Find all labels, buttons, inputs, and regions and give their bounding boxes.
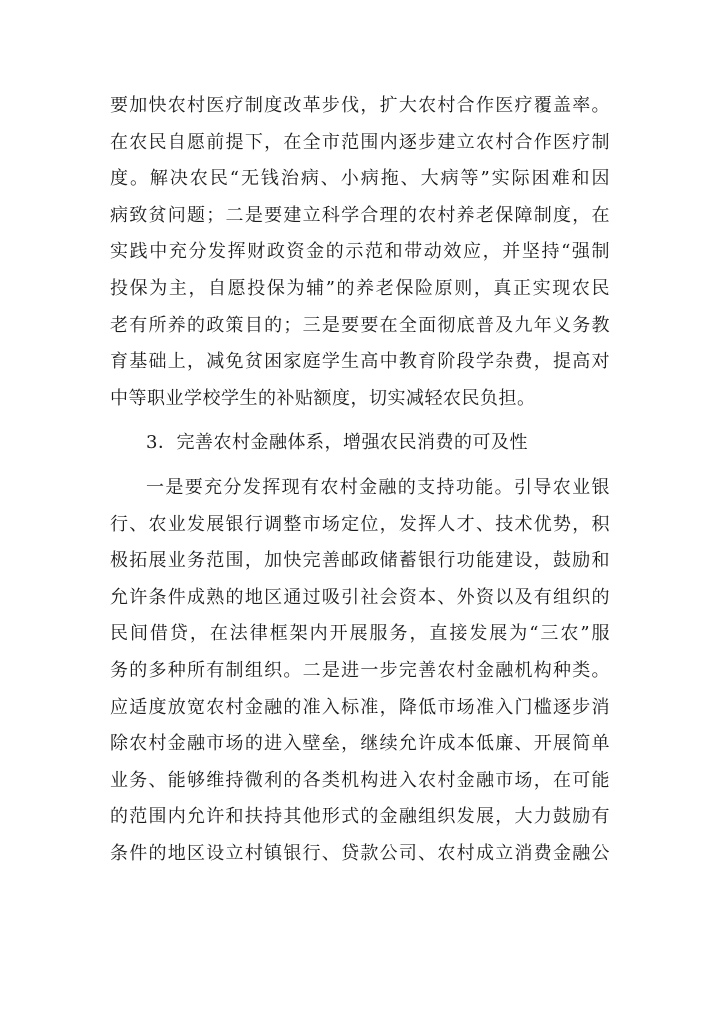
text-line: 极拓展业务范围，加快完善邮政储蓄银行功能建设，鼓励和 [110, 550, 610, 572]
text-line: 实践中充分发挥财政资金的示范和带动效应，并坚持“强制 [110, 241, 610, 263]
text-line: 条件的地区设立村镇银行、贷款公司、农村成立消费金融公 [110, 842, 610, 864]
text-line: 老有所养的政策目的；三是要要在全面彻底普及九年义务教 [110, 314, 610, 336]
text-line: 度。解决农民“无钱治病、小病拖、大病等”实际困难和因 [110, 168, 610, 190]
text-line: 育基础上，减免贫困家庭学生高中教育阶段学杂费，提高对 [110, 351, 610, 373]
text-line: 除农村金融市场的进入壁垒，继续允许成本低廉、开展简单 [110, 733, 610, 755]
text-line: 中等职业学校学生的补贴额度，切实减轻农民负担。 [110, 387, 536, 409]
section-heading: 3．完善农村金融体系，增强农民消费的可及性 [146, 432, 528, 454]
text-line: 务的多种所有制组织。二是进一步完善农村金融机构种类。 [110, 659, 610, 681]
paragraph-2 [110, 470, 610, 873]
paragraph-1 [110, 88, 610, 417]
text-line: 的范围内允许和扶持其他形式的金融组织发展，大力鼓励有 [110, 806, 610, 828]
text-line: 民间借贷，在法律框架内开展服务，直接发展为“三农”服 [110, 623, 610, 645]
text-line: 投保为主，自愿投保为辅”的养老保险原则，真正实现农民 [110, 277, 610, 299]
text-line: 在农民自愿前提下，在全市范围内逐步建立农村合作医疗制 [110, 131, 610, 153]
document-body [110, 88, 610, 872]
text-line: 行、农业发展银行调整市场定位，发挥人才、技术优势，积 [110, 513, 610, 535]
text-line: 要加快农村医疗制度改革步伐，扩大农村合作医疗覆盖率。 [110, 95, 610, 116]
text-line: 业务、能够维持微利的各类机构进入农村金融市场，在可能 [110, 769, 610, 791]
text-line: 病致贫问题；二是要建立科学合理的农村养老保障制度，在 [110, 204, 610, 226]
text-line: 应适度放宽农村金融的准入标准，降低市场准入门槛逐步消 [110, 696, 610, 718]
text-line: 一是要充分发挥现有农村金融的支持功能。引导农业银 [146, 476, 610, 498]
text-line: 允许条件成熟的地区通过吸引社会资本、外资以及有组织的 [110, 586, 610, 608]
